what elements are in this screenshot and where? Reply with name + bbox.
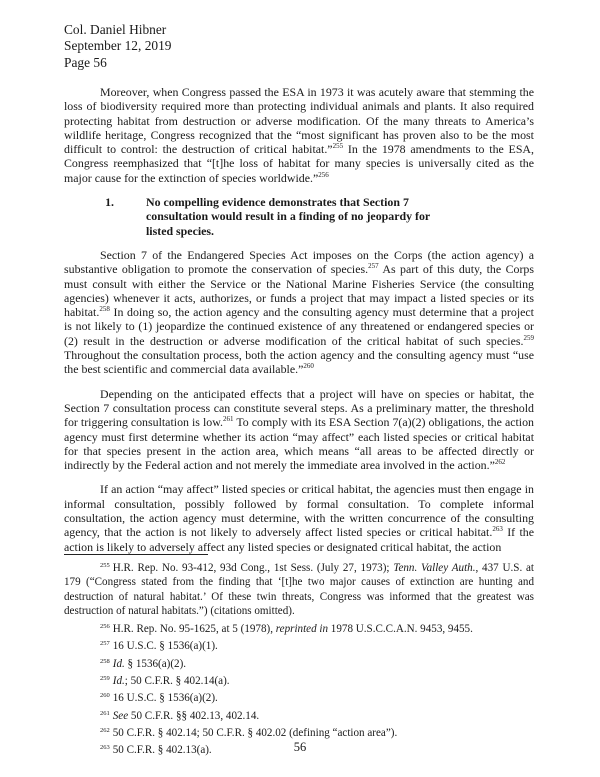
header-page-label: Page 56 <box>64 54 107 70</box>
body-text <box>64 85 534 564</box>
page-number: 56 <box>293 740 307 754</box>
paragraph-consultation-steps: Depending on the anticipated effects that a project will have on species or habitat, the Section 7 consultation process can constitute several steps. As a preliminary matter, the threshold for triggering consultation is low.$^{261}$ To comply with its ESA Section 7(a)(2) obligations, the action agency must first determine whether its action “may affect” each listed species or critical habitat for that species present in the action area, which means “all areas to be affected directly or indirectly by the Federal action and not merely the immediate area involved in the action.”$^{262}$ <box>64 386 534 473</box>
footnote-260: $^{260}$ 16 U.S.C. § 1536(a)(2). <box>100 692 218 705</box>
footnote-257: $^{257}$ 16 U.S.C. § 1536(a)(1). <box>100 640 218 653</box>
paragraph-habitat: Moreover, when Congress passed the ESA in 1973 it was acutely aware that stemming the loss of biodiversity required more than protecting individual animals and plants. It also required protecting habitat from destruction or adverse modification. Of the many threats to America’s wildlife heritage, Congress recognized that the “most significant has proven also to be the most difficult to control: the destruction of critical habitat.”$^{255}$ In the 1978 amendments to the ESA, Congress reemphasized that “[t]he loss of habitat for many species is universally cited as the major cause for the extinction of species worldwide.”$^{256}$ <box>64 85 534 185</box>
footnote-ref[interactable]: 261 <box>223 415 234 424</box>
paragraph-informal-consultation: If an action “may affect” listed species or critical habitat, the agencies must then engage in informal consultation, possibly followed by formal consultation. To complete informal consultation, the action agency must determine, with the written concurrence of the consulting agency, that the action is not likely to adversely affect listed species or critical habitat.$^{263}$ If the action is likely to adversely affect any listed species or designated critical habitat, the action <box>64 482 534 554</box>
section-heading <box>64 195 534 238</box>
footnote-ref[interactable]: 256 <box>318 170 329 179</box>
footnotes <box>64 561 534 761</box>
letter-header <box>64 22 171 71</box>
footnote-261: $^{261}$ See 50 C.F.R. §§ 402.13, 402.14. <box>100 709 260 722</box>
footnote-ref[interactable]: 263 <box>492 525 503 534</box>
section-number: 1. <box>105 195 114 210</box>
footnote-255: $^{255}$ H.R. Rep. No. 93-412, 93d Cong., 1st Sess. (July 27, 1973); Tenn. Valley Auth., 437 U.S. at 179 (“Congress stated from the finding that ‘[t]he two major causes of extinction are hunting and destruction of natural habitat.’ Of these twin threats, Congress was informed that the greatest was destruction of natural habitats.”) (citations omitted). <box>64 562 535 617</box>
footnote-263: $^{263}$ 50 C.F.R. § 402.13(a). <box>100 744 212 757</box>
footnote-258: $^{258}$ Id. § 1536(a)(2). <box>100 657 187 670</box>
footnote-ref[interactable]: 262 <box>494 458 506 467</box>
paragraph-section7: Section 7 of the Endangered Species Act imposes on the Corps (the action agency) a substantive obligation to promote the conservation of species.$^{257}$ As part of this duty, the Corps must consult with either the Service or the National Marine Fisheries Service (the consulting agencies) whenever it acts, authorizes, or funds a project that may impact a listed species or its habitat.$^{258}$ In doing so, the action agency and the consulting agency must determine that a project is not likely to (1) jeopardize the continued existence of any threatened or endangered species or (2) result in the destruction or adverse modification of the critical habitat of such species.$^{259}$ Throughout the consultation process, both the action agency and the consulting agency must “use the best scientific and commercial data available.”$^{260}$ <box>64 247 534 377</box>
footnote-256: $^{256}$ H.R. Rep. No. 95-1625, at 5 (1978), reprinted in 1978 U.S.C.C.A.N. 9453, 9455. <box>100 623 473 636</box>
footnote-ref[interactable]: 258 <box>99 305 110 314</box>
letter-date: September 12, 2019 <box>64 38 172 54</box>
recipient-name: Col. Daniel Hibner <box>64 22 167 37</box>
footnote-262: $^{262}$ 50 C.F.R. § 402.14; 50 C.F.R. § 402.02 (defining “action area”). <box>100 726 398 739</box>
footnote-ref[interactable]: 260 <box>303 362 314 371</box>
footnote-ref[interactable]: 257 <box>368 262 379 271</box>
section-title: No compelling evidence demonstrates that Section 7 consultation would result in a finding of no jeopardy for listed species. <box>146 195 430 238</box>
footnote-259: $^{259}$ Id.; 50 C.F.R. § 402.14(a). <box>100 675 230 688</box>
footnote-ref[interactable]: 259 <box>523 333 534 342</box>
footnote-divider <box>64 554 208 555</box>
footnote-ref[interactable]: 255 <box>332 142 344 151</box>
